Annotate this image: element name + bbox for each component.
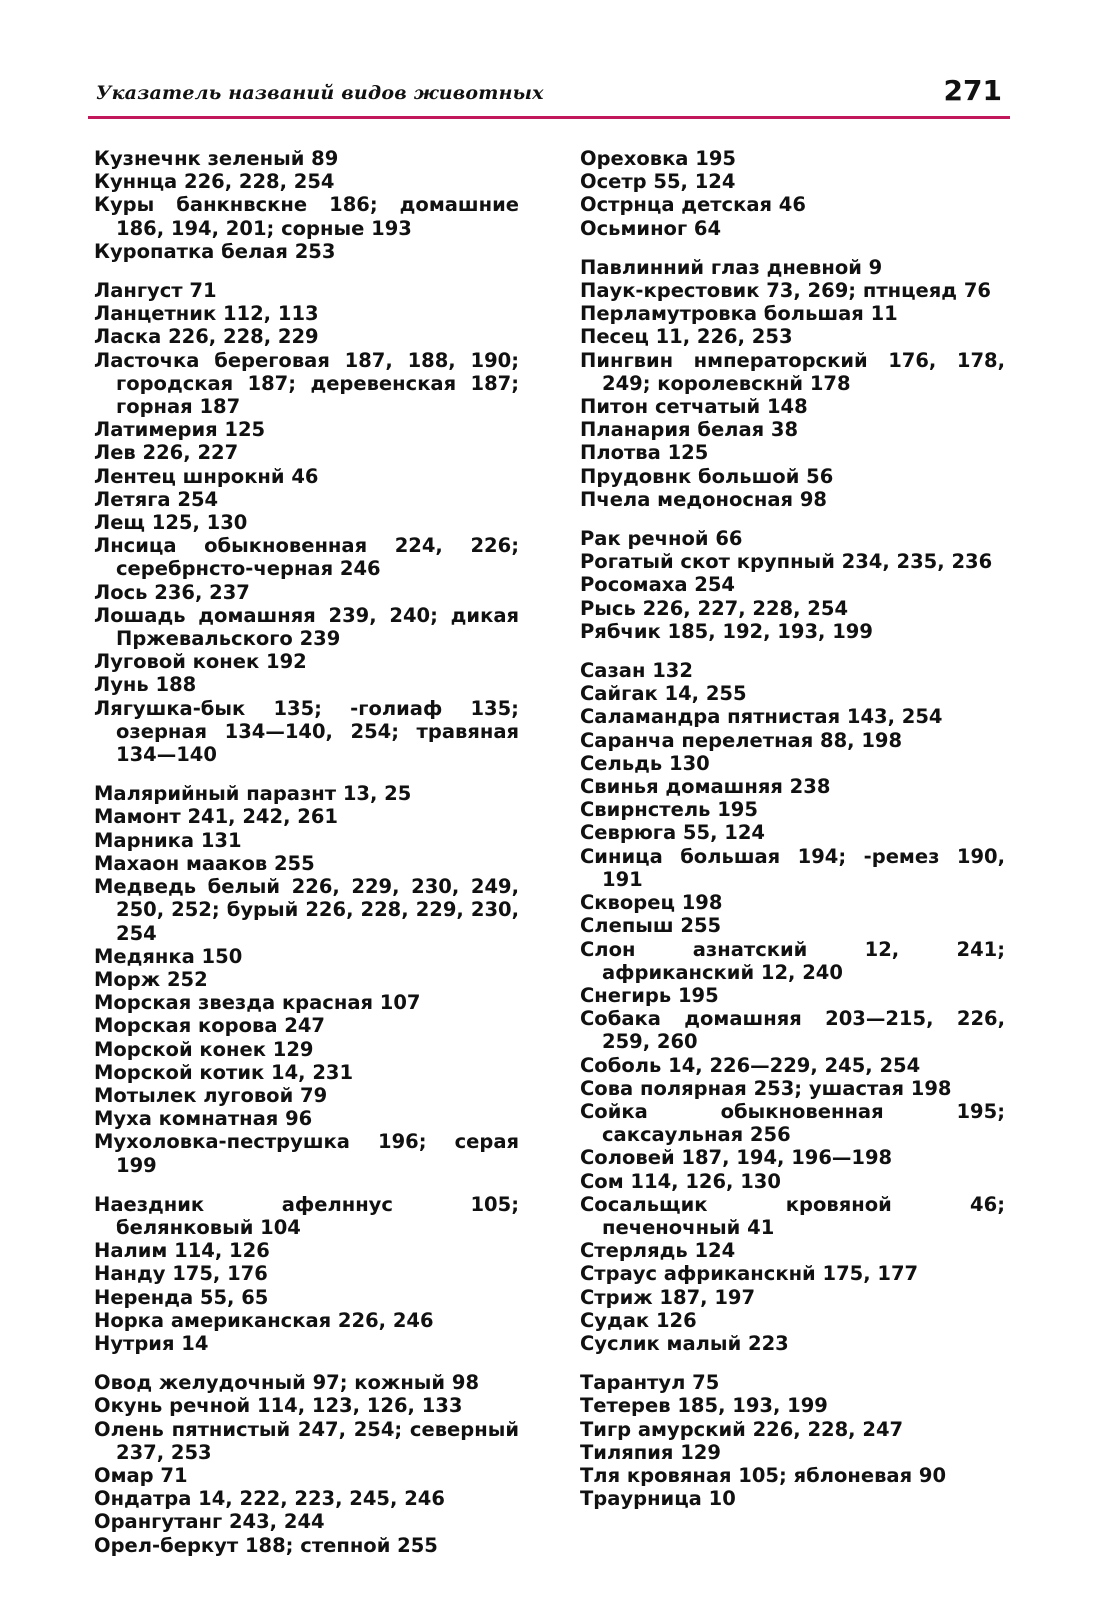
index-entry: Норка американская 226, 246: [94, 1308, 434, 1332]
index-entry: Тигр амурский 226, 228, 247: [580, 1417, 904, 1441]
index-entry: Муха комнатная 96: [94, 1107, 313, 1131]
index-entry: Слепыш 255: [580, 914, 722, 938]
index-entry: Наездник афелннус 105; белянковый 104: [94, 1192, 519, 1239]
index-entry: Тиляпия 129: [580, 1440, 721, 1464]
index-entry: Неренда 55, 65: [94, 1285, 269, 1309]
index-entry: Кузнечнк зеленый 89: [94, 147, 339, 170]
index-entry: Лошадь домашняя 239, 240; дикая Пржевальского 239: [94, 603, 519, 651]
index-entry: Севрюга 55, 124: [580, 821, 765, 845]
index-entry: Летяга 254: [94, 487, 219, 511]
index-letter-group: [94, 147, 519, 263]
index-entry: Снегирь 195: [580, 983, 719, 1007]
index-entry: Латимерия 125: [94, 418, 266, 442]
index-entry: Ореховка 195: [580, 147, 736, 170]
index-entry: Олень пятнистый 247, 254; северный 237, 253: [94, 1417, 519, 1464]
index-entry: Лентец шнрокнй 46: [94, 464, 319, 488]
index-letter-group: [94, 279, 519, 766]
index-entry: Саранча перелетная 88, 198: [580, 728, 903, 752]
index-entry: Павлинний глаз дневной 9: [580, 255, 883, 279]
index-letter-group: [580, 147, 1005, 240]
index-entry: Свирнстель 195: [580, 798, 758, 822]
index-entry: Лев 226, 227: [94, 441, 239, 465]
index-entry: Ондатра 14, 222, 223, 245, 246: [94, 1487, 445, 1511]
index-entry: Сойка обыкновенная 195; саксаульная 256: [580, 1099, 1005, 1147]
index-entry: Лнсица обыкновенная 224, 226; серебрнсто-черная 246: [94, 534, 519, 581]
index-entry: Морская корова 247: [94, 1014, 326, 1038]
index-entry: Орел-беркут 188; степной 255: [94, 1533, 438, 1557]
page-number: 271: [943, 74, 1002, 107]
index-entry: Рак речной 66: [580, 527, 743, 551]
index-entry: Стерлядь 124: [580, 1239, 736, 1263]
index-entry: Махаон мааков 255: [94, 851, 315, 875]
index-entry: Нутрия 14: [94, 1331, 209, 1355]
index-entry: Свинья домашняя 238: [580, 775, 831, 799]
index-entry: Рябчик 185, 192, 193, 199: [580, 619, 873, 643]
index-letter-group: [580, 256, 1005, 511]
index-entry: Овод желудочный 97; кожный 98: [94, 1371, 480, 1395]
index-entry: Сом 114, 126, 130: [580, 1169, 781, 1193]
index-entry: Сайгак 14, 255: [580, 682, 747, 706]
index-entry: Ланцетник 112, 113: [94, 302, 319, 326]
index-entry: Плотва 125: [580, 441, 709, 465]
index-entry: Орангутанг 243, 244: [94, 1510, 325, 1534]
index-entry: Осетр 55, 124: [580, 170, 736, 194]
index-letter-group: [580, 1371, 1005, 1510]
index-entry: Морская звезда красная 107: [94, 991, 421, 1015]
index-entry: Суслик малый 223: [580, 1331, 789, 1355]
index-column-right: [580, 147, 1005, 1526]
index-entry: Сельдь 130: [580, 751, 710, 775]
index-entry: Луговой конек 192: [94, 650, 307, 674]
index-entry: Осьминог 64: [580, 216, 722, 240]
index-entry: Лось 236, 237: [94, 580, 250, 604]
index-entry: Ласточка береговая 187, 188, 190; городская 187; деревенская 187; горная 187: [94, 348, 519, 419]
index-entry: Морской конек 129: [94, 1037, 314, 1061]
index-entry: Ласка 226, 228, 229: [94, 325, 319, 349]
index-entry: Соловей 187, 194, 196—198: [580, 1146, 893, 1170]
header-rule: [88, 116, 1010, 119]
index-entry: Нанду 175, 176: [94, 1262, 268, 1286]
index-entry: Тля кровяная 105; яблоневая 90: [580, 1463, 947, 1487]
index-entry: Марника 131: [94, 828, 242, 852]
index-entry: Малярийный паразнт 13, 25: [94, 782, 412, 806]
index-entry: Питон сетчатый 148: [580, 395, 808, 419]
index-entry: Рогатый скот крупный 234, 235, 236: [580, 550, 993, 574]
index-entry: Лунь 188: [94, 673, 197, 697]
index-entry: Пингвин нмператорский 176, 178, 249; королевскнй 178: [580, 348, 1005, 395]
index-entry: Скворец 198: [580, 891, 723, 915]
index-entry: Синица большая 194; -ремез 190, 191: [580, 844, 1005, 891]
index-entry: Саламандра пятнистая 143, 254: [580, 705, 943, 729]
index-entry: Мухоловка-пеструшка 196; серая 199: [94, 1130, 519, 1177]
index-entry: Лягушка-бык 135; -голиаф 135; озерная 134—140, 254; травяная 134—140: [94, 696, 519, 767]
index-entry: Лещ 125, 130: [94, 511, 248, 535]
index-entry: Траурница 10: [580, 1487, 736, 1511]
index-entry: Медведь белый 226, 229, 230, 249, 250, 252; бурый 226, 228, 229, 230, 254: [94, 875, 519, 945]
index-entry: Морской котик 14, 231: [94, 1060, 354, 1084]
index-letter-group: [94, 1193, 519, 1355]
index-entry: Мамонт 241, 242, 261: [94, 805, 338, 829]
index-entry: Пчела медоносная 98: [580, 487, 827, 511]
index-entry: Прудовнк большой 56: [580, 464, 834, 488]
index-column-left: [94, 147, 519, 1573]
index-entry: Собака домашняя 203—215, 226, 259, 260: [580, 1007, 1005, 1054]
index-entry: Судак 126: [580, 1308, 697, 1332]
index-entry: Тарантул 75: [580, 1371, 720, 1395]
index-entry: Окунь речной 114, 123, 126, 133: [94, 1394, 463, 1418]
index-entry: Песец 11, 226, 253: [580, 325, 793, 349]
index-entry: Сова полярная 253; ушастая 198: [580, 1076, 952, 1100]
index-entry: Сосальщик кровяной 46; печеночный 41: [580, 1192, 1005, 1239]
index-entry: Налим 114, 126: [94, 1239, 270, 1263]
index-entry: Куры банкнвскне 186; домашние 186, 194, 201; сорные 193: [94, 193, 519, 240]
index-entry: Соболь 14, 226—229, 245, 254: [580, 1053, 921, 1077]
index-entry: Стриж 187, 197: [580, 1285, 756, 1309]
index-letter-group: [580, 527, 1005, 643]
index-entry: Медянка 150: [94, 944, 243, 968]
index-entry: Острнца детская 46: [580, 193, 806, 217]
index-entry: Омар 71: [94, 1463, 188, 1487]
index-entry: Мотылек луговой 79: [94, 1083, 328, 1107]
index-letter-group: [580, 659, 1005, 1355]
index-entry: Планария белая 38: [580, 418, 799, 442]
index-entry: Куропатка белая 253: [94, 239, 336, 263]
index-entry: Слон азнатский 12, 241; африканский 12, 240: [580, 937, 1005, 984]
running-header: [92, 74, 1010, 114]
index-entry: Тетерев 185, 193, 199: [580, 1394, 828, 1418]
index-entry: Рысь 226, 227, 228, 254: [580, 596, 849, 620]
index-letter-group: [94, 1371, 519, 1557]
index-entry: Сазан 132: [580, 659, 693, 683]
index-entry: Паук-крестовик 73, 269; птнцеяд 76: [580, 279, 991, 303]
index-entry: Лангуст 71: [94, 279, 217, 303]
index-entry: Куннца 226, 228, 254: [94, 170, 335, 194]
index-entry: Морж 252: [94, 967, 208, 991]
index-entry: Росомаха 254: [580, 573, 735, 597]
index-entry: Перламутровка большая 11: [580, 302, 898, 326]
index-entry: Страус африканскнй 175, 177: [580, 1262, 919, 1286]
page-title: Указатель названий видов животных: [96, 82, 544, 104]
index-letter-group: [94, 782, 519, 1176]
